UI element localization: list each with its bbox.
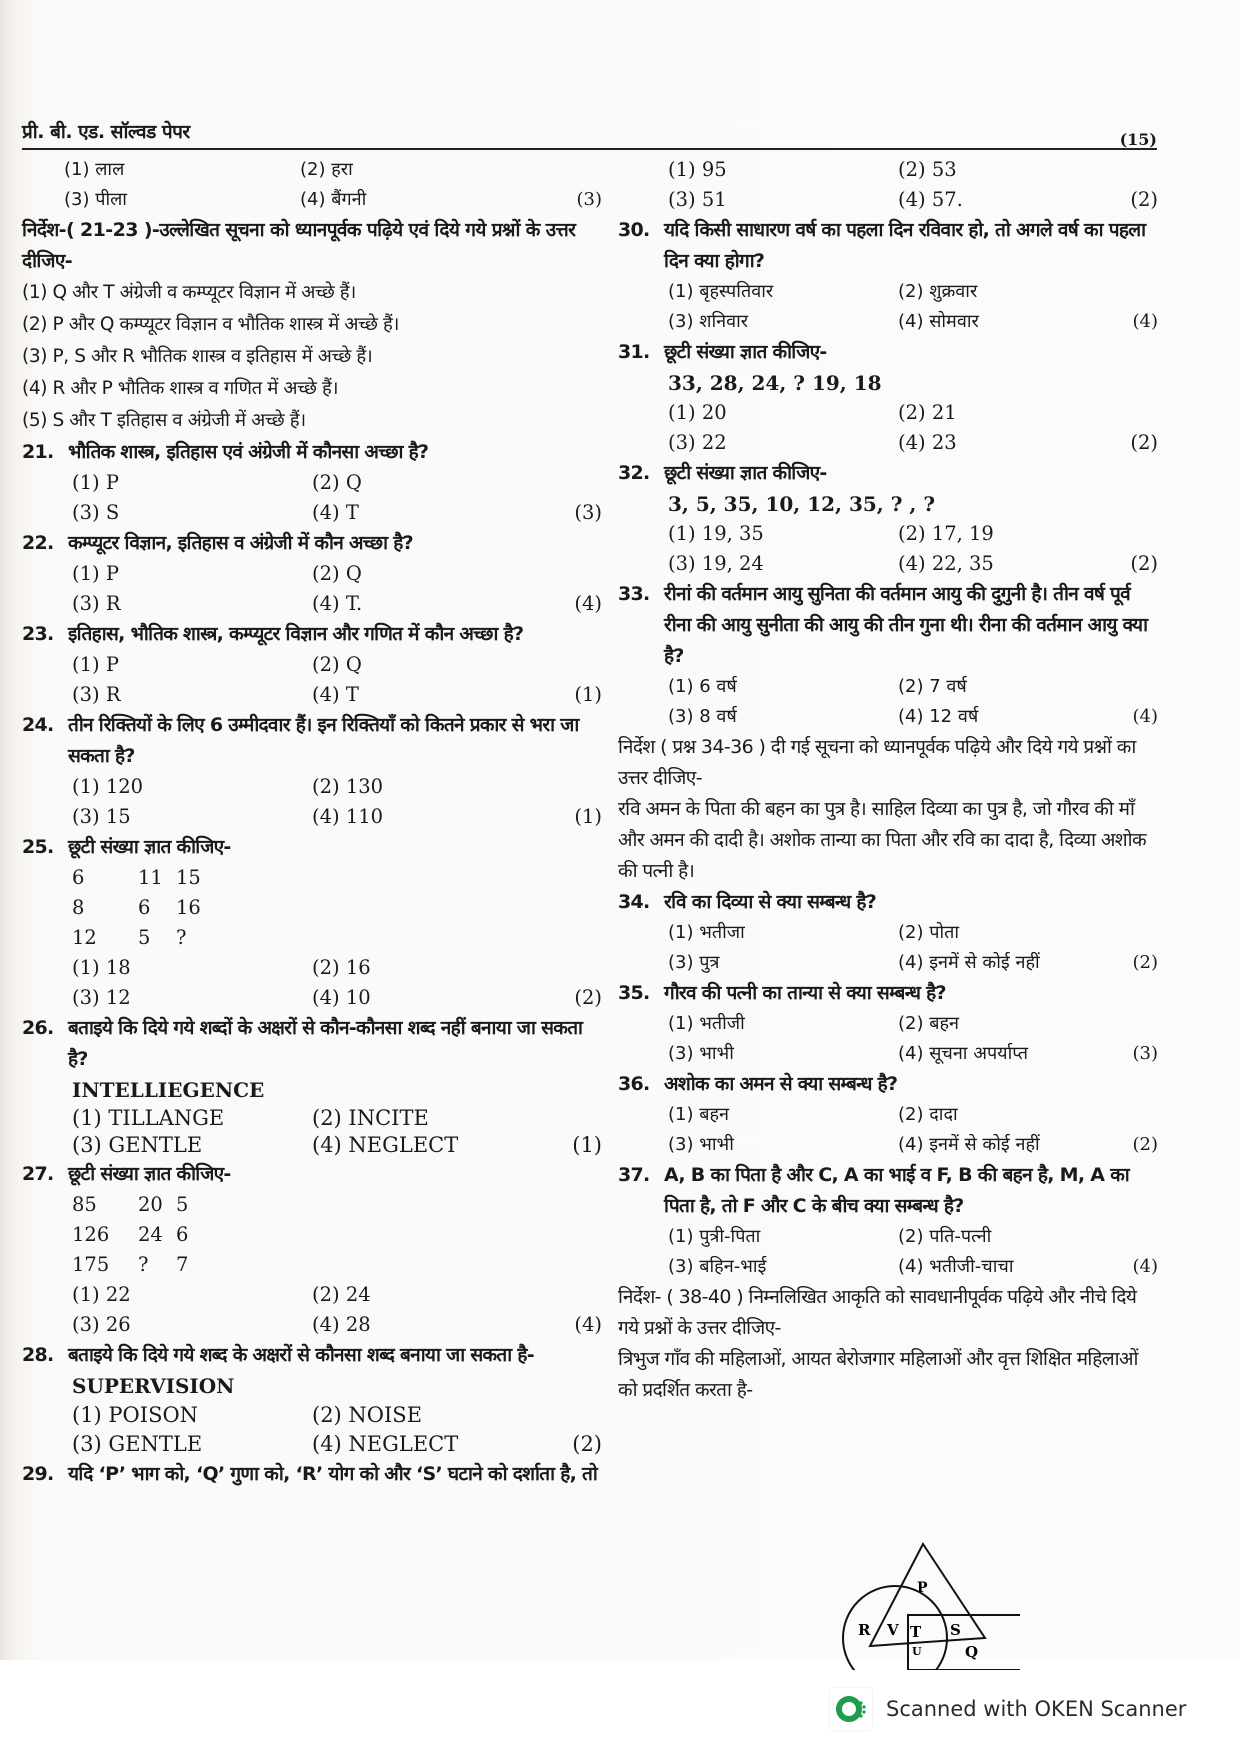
- option: (1) भतीजी: [668, 1013, 745, 1034]
- venn-label-r: R: [858, 1621, 871, 1639]
- oken-logo-icon: [830, 1688, 872, 1730]
- option: (4) T: [312, 683, 359, 706]
- option: (2) 24: [312, 1283, 371, 1306]
- scanner-watermark: [830, 1688, 1186, 1730]
- question-34: 34. रवि का दिव्या से क्या सम्बन्ध है? (1) भतीजा (2) पोता (3) पुत्र (4) इनमें से कोई नहीं (2): [618, 887, 1158, 978]
- option: (3) पीला: [64, 189, 127, 210]
- option: (4) 10: [312, 986, 371, 1009]
- option: (1) 19, 35: [668, 522, 764, 545]
- venn-label-s: S: [950, 1621, 961, 1639]
- option: (4) T.: [312, 592, 363, 615]
- answer: (2): [1130, 431, 1158, 454]
- number-series: 33, 28, 24, ? 19, 18: [668, 371, 882, 395]
- option: (1) 95: [668, 158, 727, 181]
- option: (3) 8 वर्ष: [668, 706, 737, 727]
- question-36: 36. अशोक का अमन से क्या सम्बन्ध है? (1) बहन (2) दादा (3) भाभी (4) इनमें से कोई नहीं (2): [618, 1069, 1158, 1160]
- answer: (3): [576, 189, 602, 210]
- given-word: SUPERVISION: [72, 1374, 235, 1398]
- option: (4) 57.: [898, 188, 963, 211]
- answer: (2): [574, 986, 602, 1009]
- answer: (1): [572, 1133, 602, 1157]
- option: (2) Q: [312, 471, 362, 494]
- option: (2) हरा: [300, 159, 353, 180]
- condition: (5) S और T इतिहास व अंग्रेजी में अच्छे हैं।: [22, 410, 306, 431]
- answer: (4): [574, 1313, 602, 1336]
- option: (4) T: [312, 501, 359, 524]
- option: (3) शनिवार: [668, 311, 749, 332]
- directions-34-36: निर्देश ( प्रश्न 34-36 ) दी गई सूचना को ध्यानपूर्वक पढ़िये और दिये गये प्रश्नों का उत्तर दीजिए-: [618, 736, 1136, 789]
- option: (3) भाभी: [668, 1043, 734, 1064]
- answer: (3): [1132, 1043, 1158, 1064]
- page-header: [22, 112, 1157, 150]
- question-35: 35. गौरव की पत्नी का तान्या से क्या सम्बन्ध है? (1) भतीजी (2) बहन (3) भाभी (4) सूचना अपर्याप्त (3): [618, 978, 1158, 1069]
- answer: (2): [572, 1432, 602, 1456]
- venn-label-u: U: [912, 1645, 922, 1658]
- option: (2) Q: [312, 562, 362, 585]
- venn-label-q: Q: [965, 1643, 979, 1661]
- option: (4) इनमें से कोई नहीं: [898, 952, 1040, 973]
- question-23: 23. इतिहास, भौतिक शास्त्र, कम्प्यूटर विज्ञान और गणित में कौन अच्छा है? (1) P (2) Q (3) R (4) T (1): [22, 619, 602, 710]
- question-27: 27. छूटी संख्या ज्ञात कीजिए- 85 20 5 126 24 6 175 ? 7 (1) 22 (2) 24 (3) 26 (4) 28 (4): [22, 1159, 602, 1340]
- page-number: (15): [1119, 130, 1157, 149]
- option: (1) 6 वर्ष: [668, 676, 737, 697]
- option: (3) 15: [72, 805, 131, 828]
- option: (2) 7 वर्ष: [898, 676, 967, 697]
- question-32: 32. छूटी संख्या ज्ञात कीजिए- 3, 5, 35, 10, 12, 35, ? , ? (1) 19, 35 (2) 17, 19 (3) 19, 24 (4) 22, 35 (2): [618, 458, 1158, 579]
- option: (1) P: [72, 562, 119, 585]
- answer: (3): [574, 501, 602, 524]
- number-series: 3, 5, 35, 10, 12, 35, ? , ?: [668, 492, 936, 516]
- condition: (1) Q और T अंग्रेजी व कम्प्यूटर विज्ञान में अच्छे हैं।: [22, 282, 356, 303]
- answer: (4): [1132, 706, 1158, 727]
- option: (1) 18: [72, 956, 131, 979]
- option: (2) 16: [312, 956, 371, 979]
- option: (3) भाभी: [668, 1134, 734, 1155]
- option: (2) Q: [312, 653, 362, 676]
- prev-question-options: [618, 155, 1158, 215]
- answer: (2): [1132, 1134, 1158, 1155]
- number-grid: 85 20 5 126 24 6 175 ? 7: [72, 1193, 189, 1276]
- passage-34-36: रवि अमन के पिता की बहन का पुत्र है। साहिल दिव्या का पुत्र है, जो गौरव की माँ और अमन की दादी है। अशोक तान्या का पिता और रवि का दादा है, दिव्या अशोक की पत्नी है।: [618, 798, 1146, 882]
- option: (1) 20: [668, 401, 727, 424]
- question-22: 22. कम्प्यूटर विज्ञान, इतिहास व अंग्रेजी में कौन अच्छा है? (1) P (2) Q (3) R (4) T. (4): [22, 528, 602, 619]
- option: (2) पति-पत्नी: [898, 1226, 992, 1247]
- left-column: [22, 155, 602, 1490]
- option: (2) 53: [898, 158, 957, 181]
- option: (4) 23: [898, 431, 957, 454]
- option: (3) बहिन-भाई: [668, 1256, 767, 1277]
- question-24: 24. तीन रिक्तियों के लिए 6 उम्मीदवार हैं। इन रिक्तियाँ को कितने प्रकार से भरा जा सकता है? (1) 120 (2) 130 (3) 15 (4) 110 (1): [22, 710, 602, 832]
- option: (3) पुत्र: [668, 952, 720, 973]
- answer: (4): [1132, 311, 1158, 332]
- option: (4) 110: [312, 805, 384, 828]
- question-37: 37. A, B का पिता है और C, A का भाई व F, B की बहन है, M, A का पिता है, तो F और C के बीच क्या सम्बन्ध है? (1) पुत्री-पिता (2) पति-पत्नी (3) बहिन-भाई (4) भतीजी-चाचा (4): [618, 1160, 1158, 1282]
- option: (4) NEGLECT: [312, 1432, 459, 1456]
- option: (1) 22: [72, 1283, 131, 1306]
- option: (3) R: [72, 592, 121, 615]
- option: (2) शुक्रवार: [898, 281, 978, 302]
- option: (1) बृहस्पतिवार: [668, 281, 774, 302]
- option: (4) 12 वर्ष: [898, 706, 979, 727]
- option: (2) 17, 19: [898, 522, 994, 545]
- book-title: प्री. बी. एड. सॉल्वड पेपर: [22, 121, 190, 143]
- answer: (1): [574, 683, 602, 706]
- option: (4) बैंगनी: [300, 189, 367, 210]
- question-26: 26. बताइये कि दिये गये शब्दों के अक्षरों से कौन-कौनसा शब्द नहीं बनाया जा सकता है? INTELLIEGENCE (1) TILLANGE (2) INCITE (3) GENTLE (4) NEGLECT (1): [22, 1017, 602, 1157]
- option: (2) INCITE: [312, 1106, 429, 1130]
- option: (3) 26: [72, 1313, 131, 1336]
- question-30: 30. यदि किसी साधारण वर्ष का पहला दिन रविवार हो, तो अगले वर्ष का पहला दिन क्या होगा? (1) बृहस्पतिवार (2) शुक्रवार (3) शनिवार (4) सोमवार (4): [618, 215, 1158, 337]
- condition: (3) P, S और R भौतिक शास्त्र व इतिहास में अच्छे हैं।: [22, 346, 373, 367]
- option: (1) POISON: [72, 1403, 199, 1427]
- option: (4) सोमवार: [898, 311, 979, 332]
- venn-label-v: V: [887, 1621, 899, 1639]
- venn-label-p: P: [917, 1580, 928, 1596]
- condition: (2) P और Q कम्प्यूटर विज्ञान व भौतिक शास्त्र में अच्छे हैं।: [22, 314, 400, 335]
- option: (3) 51: [668, 188, 727, 211]
- option: (4) 22, 35: [898, 552, 994, 575]
- option: (1) P: [72, 471, 119, 494]
- question-25: 25. छूटी संख्या ज्ञात कीजिए- 6 11 15 8 6 16 12 5 ? (1) 18 (2) 16 (3) 12 (4) 10 (2): [22, 832, 602, 1013]
- conditions-list: [22, 277, 602, 437]
- answer: (1): [574, 805, 602, 828]
- option: (3) GENTLE: [72, 1432, 203, 1456]
- option: (3) GENTLE: [72, 1133, 203, 1157]
- option: (4) 28: [312, 1313, 371, 1336]
- option: (1) P: [72, 653, 119, 676]
- option: (2) 21: [898, 401, 957, 424]
- option: (3) 12: [72, 986, 131, 1009]
- answer: (2): [1132, 952, 1158, 973]
- option: (3) S: [72, 501, 120, 524]
- option: (3) 19, 24: [668, 552, 764, 575]
- question-33: 33. रीनां की वर्तमान आयु सुनिता की वर्तमान आयु की दुगुनी है। तीन वर्ष पूर्व रीना की आयु सुनीता की आयु की तीन गुना थी। रीना की वर्तमान आयु क्या है? (1) 6 वर्ष (2) 7 वर्ष (3) 8 वर्ष (4) 12 वर्ष (4): [618, 579, 1158, 732]
- prev-question-options: [22, 155, 602, 215]
- option: (1) लाल: [64, 159, 125, 180]
- answer: (4): [574, 592, 602, 615]
- option: (2) पोता: [898, 922, 960, 943]
- watermark-text: Scanned with OKEN Scanner: [886, 1697, 1187, 1721]
- right-column: [618, 155, 1158, 1406]
- question-29: 29. यदि ‘P’ भाग को, ‘Q’ गुणा को, ‘R’ योग को और ‘S’ घटाने को दर्शाता है, तो: [22, 1463, 598, 1485]
- number-grid: 6 11 15 8 6 16 12 5 ?: [72, 866, 201, 949]
- given-word: INTELLIEGENCE: [72, 1078, 265, 1102]
- option: (4) इनमें से कोई नहीं: [898, 1134, 1040, 1155]
- answer: (2): [1130, 188, 1158, 211]
- venn-figure: [820, 1520, 1020, 1670]
- option: (2) 130: [312, 775, 384, 798]
- option: (4) भतीजी-चाचा: [898, 1256, 1014, 1277]
- option: (3) 22: [668, 431, 727, 454]
- option: (4) NEGLECT: [312, 1133, 459, 1157]
- directions-38-40: निर्देश- ( 38-40 ) निम्नलिखित आकृति को सावधानीपूर्वक पढ़िये और नीचे दिये गये प्रश्नों के उत्तर दीजिए-: [618, 1286, 1137, 1339]
- option: (1) पुत्री-पिता: [668, 1226, 761, 1247]
- option: (1) भतीजा: [668, 922, 745, 943]
- option: (1) बहन: [668, 1104, 730, 1125]
- option: (3) R: [72, 683, 121, 706]
- option: (1) 120: [72, 775, 144, 798]
- question-28: 28. बताइये कि दिये गये शब्द के अक्षरों से कौनसा शब्द बनाया जा सकता है- SUPERVISION (1) POISON (2) NOISE (3) GENTLE (4) NEGLECT (2): [22, 1340, 602, 1459]
- option: (2) NOISE: [312, 1403, 423, 1427]
- venn-label-t: T: [910, 1623, 922, 1641]
- answer: (4): [1132, 1256, 1158, 1277]
- option: (1) TILLANGE: [72, 1106, 225, 1130]
- condition: (4) R और P भौतिक शास्त्र व गणित में अच्छे हैं।: [22, 378, 339, 399]
- directions-21-23: निर्देश-( 21-23 )-उल्लेखित सूचना को ध्यानपूर्वक पढ़िये एवं दिये गये प्रश्नों के उत्तर दीजिए-: [22, 219, 576, 272]
- option: (4) सूचना अपर्याप्त: [898, 1043, 1029, 1064]
- option: (2) बहन: [898, 1013, 960, 1034]
- answer: (2): [1130, 552, 1158, 575]
- passage-38-40: त्रिभुज गाँव की महिलाओं, आयत बेरोजगार महिलाओं और वृत्त शिक्षित महिलाओं को प्रदर्शित करता है-: [618, 1348, 1138, 1401]
- option: (2) दादा: [898, 1104, 958, 1125]
- question-31: 31. छूटी संख्या ज्ञात कीजिए- 33, 28, 24, ? 19, 18 (1) 20 (2) 21 (3) 22 (4) 23 (2): [618, 337, 1158, 458]
- question-21: 21. भौतिक शास्त्र, इतिहास एवं अंग्रेजी में कौनसा अच्छा है? (1) P (2) Q (3) S (4) T (3): [22, 437, 602, 528]
